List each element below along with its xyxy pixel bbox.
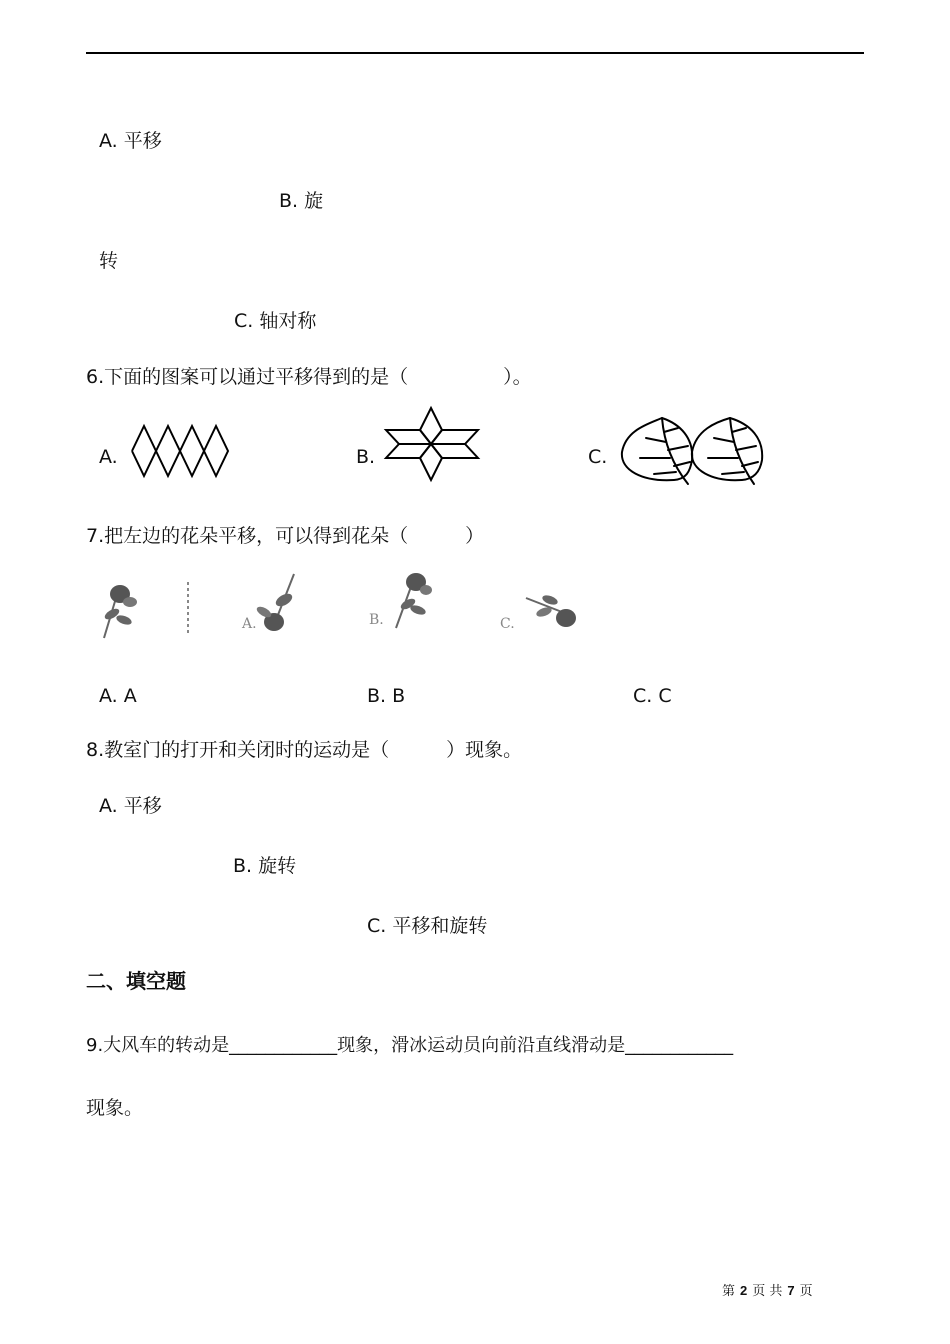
q8-option-b[interactable]: B. 旋转 xyxy=(233,855,297,877)
flower-b-icon xyxy=(396,573,432,628)
q7-fig-c-label: C. xyxy=(500,616,515,632)
q7-flowers-figure xyxy=(96,570,596,642)
footer-total-pages: 7 xyxy=(787,1283,795,1298)
page-footer xyxy=(722,1280,813,1299)
footer-pre: 第 xyxy=(722,1284,736,1299)
q7-option-a[interactable]: A. A xyxy=(99,685,137,707)
footer-mid: 页 共 xyxy=(752,1284,783,1299)
q7-stem: 7.把左边的花朵平移，可以得到花朵（ ） xyxy=(86,525,485,547)
original-flower-icon xyxy=(103,585,137,638)
q7-option-b[interactable]: B. B xyxy=(367,685,406,707)
footer-post: 页 xyxy=(799,1284,813,1299)
q8-option-a[interactable]: A. 平移 xyxy=(99,795,162,817)
q8-option-c[interactable]: C. 平移和旋转 xyxy=(367,915,488,937)
q7-option-c[interactable]: C. C xyxy=(633,685,672,707)
q6-option-b-label[interactable]: B. xyxy=(356,446,376,468)
q9-line1: 9.大风车的转动是____________现象，滑冰运动员向前沿直线滑动是____________ xyxy=(86,1035,734,1056)
q5-option-b[interactable]: B. 旋 xyxy=(279,190,324,212)
q7-fig-a-label: A. xyxy=(242,616,257,632)
flower-a-icon xyxy=(255,574,294,631)
q6-star-figure xyxy=(383,405,483,483)
q5-option-c[interactable]: C. 轴对称 xyxy=(234,310,317,332)
q6-leaves-figure xyxy=(618,414,770,488)
q5-option-a[interactable]: A. 平移 xyxy=(99,130,162,152)
q6-option-a-label[interactable]: A. xyxy=(99,446,118,468)
header-rule xyxy=(86,52,864,54)
q9-line2: 现象。 xyxy=(86,1097,144,1119)
q5-option-b-wrap: 转 xyxy=(99,250,119,272)
q6-stem: 6.下面的图案可以通过平移得到的是（ ）。 xyxy=(86,366,532,388)
section-title: 二、填空题 xyxy=(86,969,186,993)
q8-stem: 8.教室门的打开和关闭时的运动是（ ）现象。 xyxy=(86,739,523,761)
flower-c-icon xyxy=(526,594,576,627)
q6-option-c-label[interactable]: C. xyxy=(588,446,608,468)
q7-fig-b-label: B. xyxy=(369,612,384,628)
q6-diamonds-figure xyxy=(130,422,242,480)
footer-page-number: 2 xyxy=(740,1283,748,1298)
